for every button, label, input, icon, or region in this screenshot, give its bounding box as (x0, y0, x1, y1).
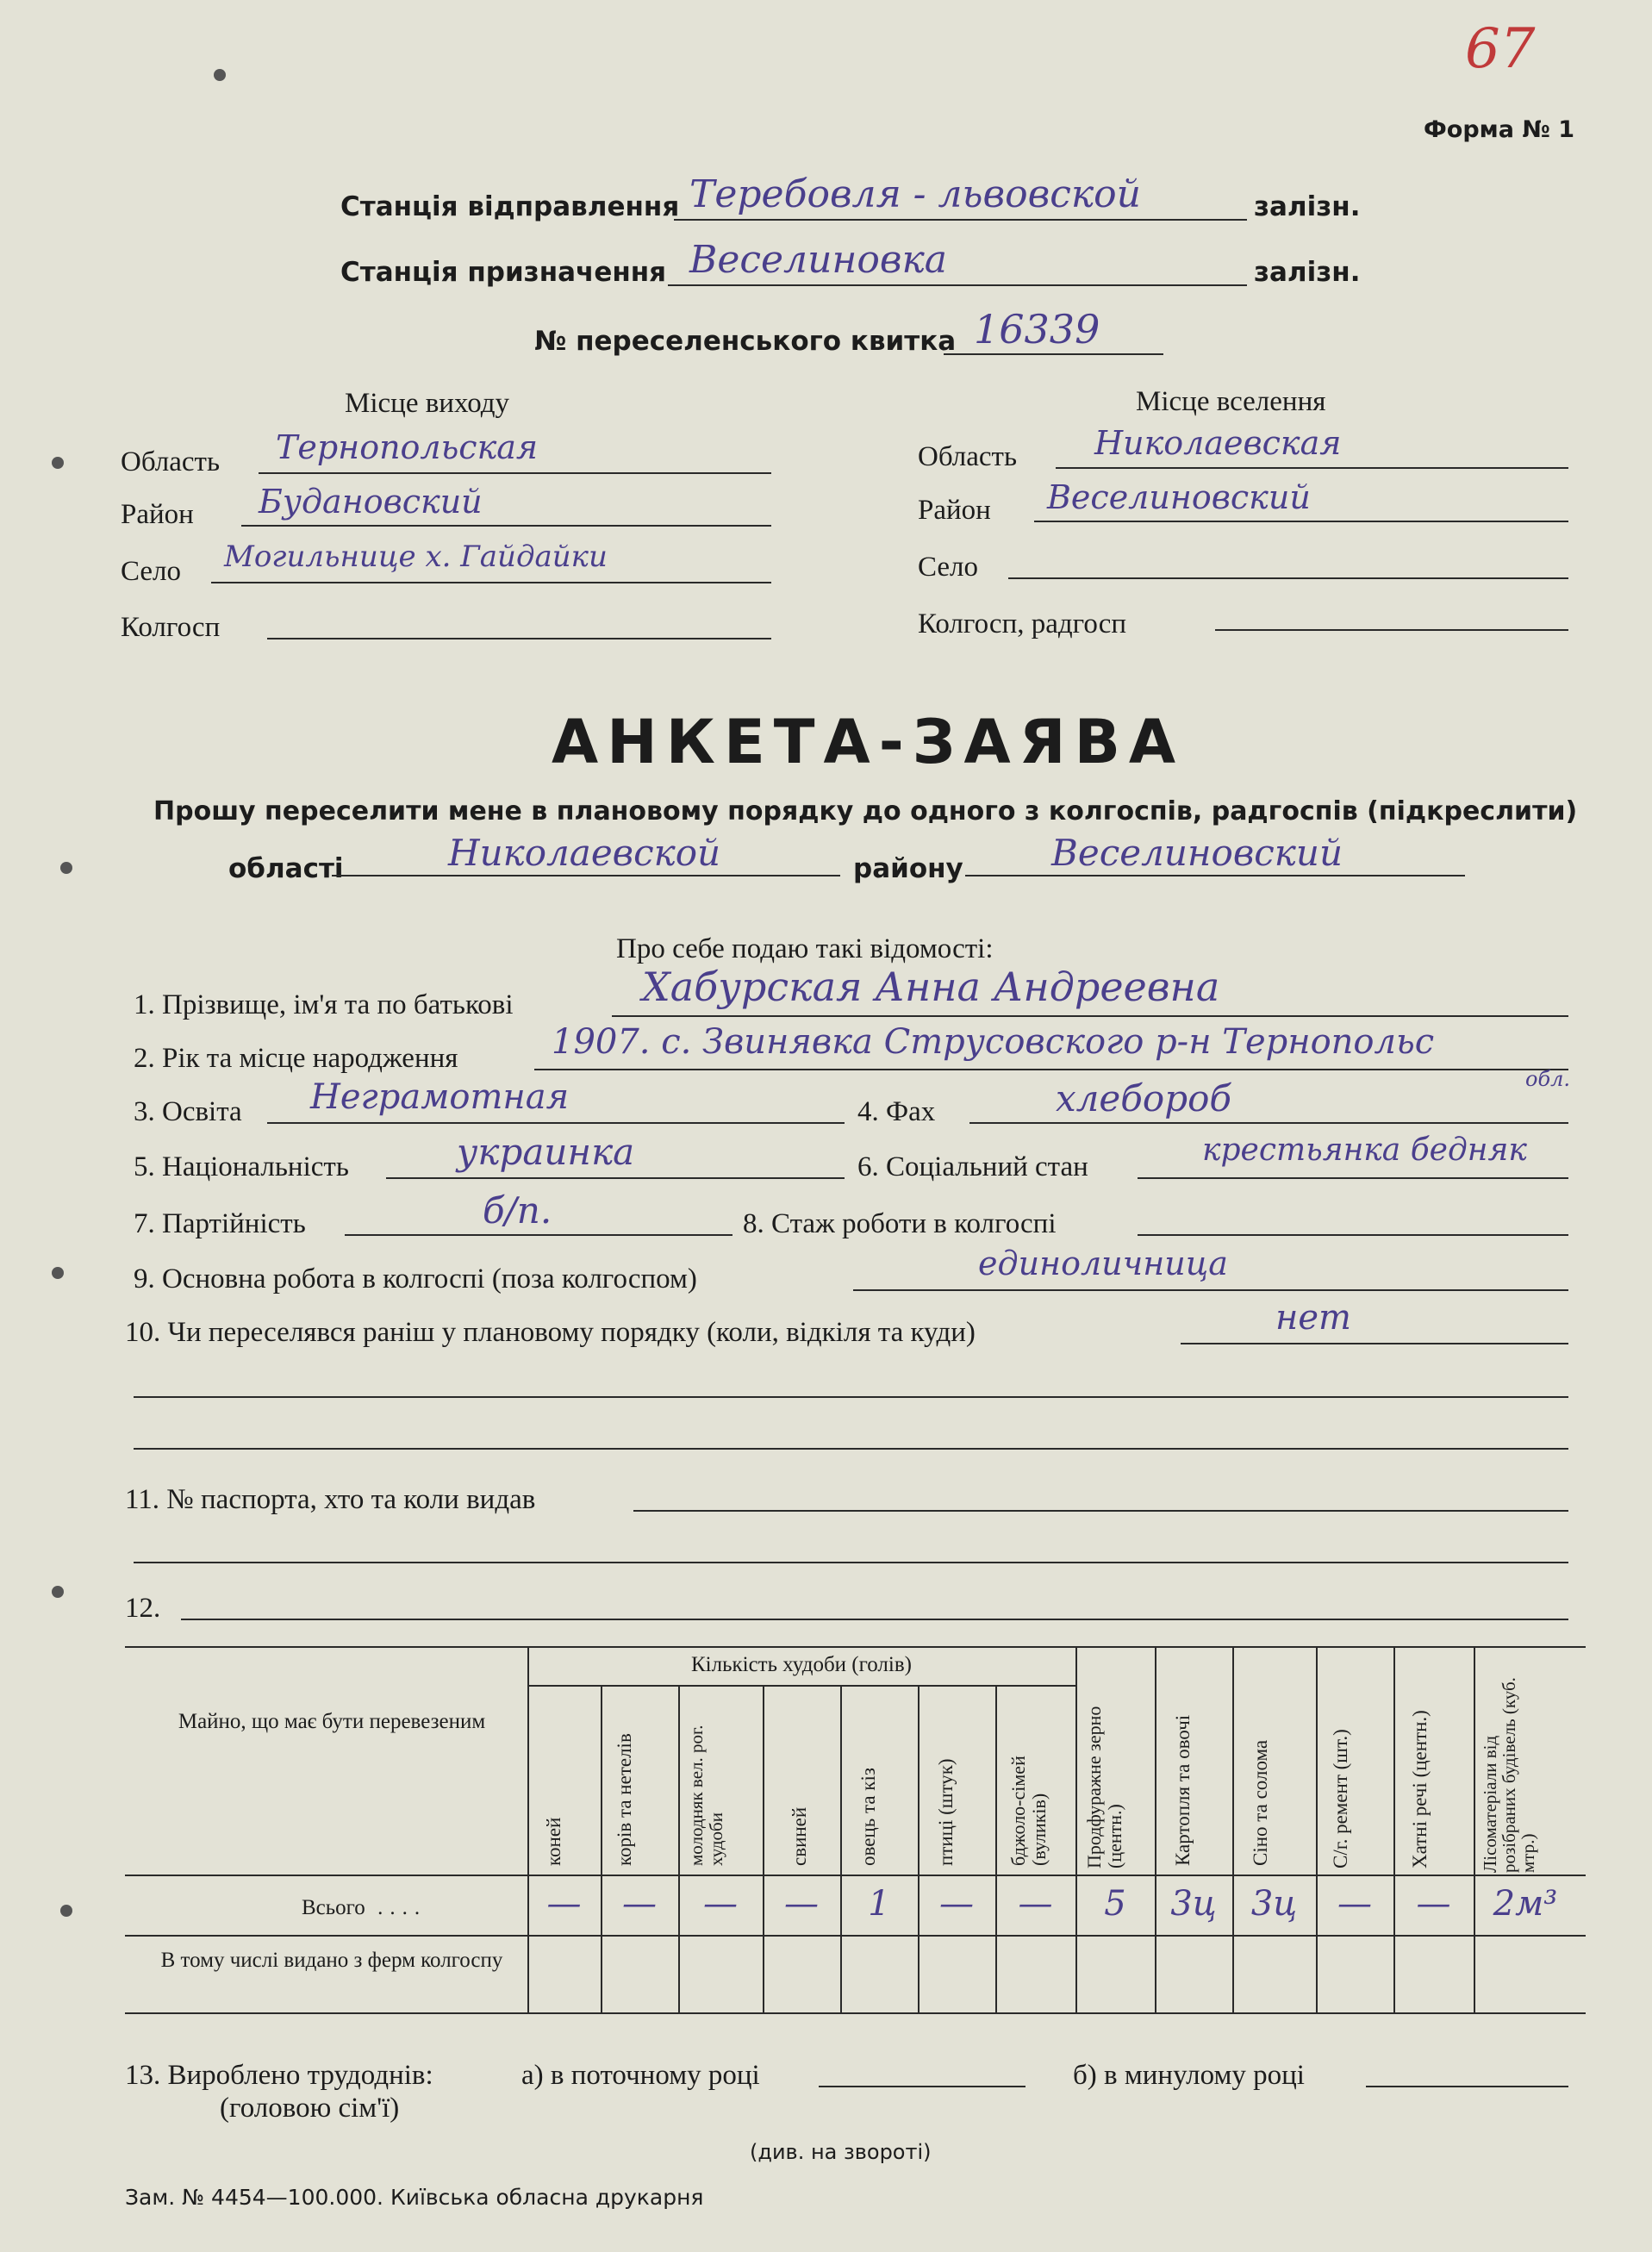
origin-rayon-label: Район (121, 499, 194, 530)
table-bottom-border (125, 2012, 1586, 2014)
origin-selo-value: Могильнице х. Гайдайки (224, 540, 608, 574)
field-9-line (853, 1289, 1568, 1291)
table-row-border (125, 1935, 1586, 1937)
workdays-current-label: а) в поточному році (521, 2060, 760, 2091)
total-farm-equipment: — (1337, 1884, 1372, 1924)
workdays-previous-label: б) в минулому році (1073, 2060, 1305, 2091)
dest-rayon-label: Район (918, 495, 991, 526)
table-top-border (125, 1646, 1586, 1648)
field-1-line (612, 1015, 1568, 1017)
field-7-value: б/п. (483, 1189, 552, 1232)
table-corner-label: Майно, що має бути перевезеним (178, 1710, 486, 1733)
origin-selo-line (211, 582, 771, 583)
field-8-label: 8. Стаж роботи в колгоспі (743, 1208, 1057, 1239)
origin-oblast-label: Область (121, 446, 221, 477)
form-number: Форма № 1 (1424, 116, 1575, 143)
turn-over-note: (див. на звороті) (750, 2140, 932, 2164)
col-header-pigs: свиней (789, 1806, 810, 1866)
origin-oblast-line (259, 472, 771, 474)
col-header-sheep-goats: овець та кіз (857, 1768, 879, 1866)
dest-kolhosp-line (1215, 629, 1568, 631)
table-group-header: Кількість худоби (голів) (691, 1653, 912, 1676)
binding-hole (214, 69, 226, 81)
field-2-extra: обл. (1525, 1067, 1571, 1091)
field-4-value: хлебороб (1056, 1077, 1232, 1120)
table-col-border (1316, 1646, 1318, 2012)
total-bees: — (1018, 1884, 1053, 1924)
table-group-header-border (527, 1685, 1075, 1687)
total-grain: 5 (1104, 1884, 1126, 1924)
col-header-bee-families: бджоло-сімей (вуликів) (1007, 1756, 1050, 1866)
field-2-line (534, 1069, 1568, 1070)
workdays-label: 13. Вироблено трудоднів: (125, 2060, 433, 2091)
binding-hole (60, 862, 72, 874)
col-header-timber: Лісоматеріали від розібраних будівель (куб. мтр.) (1480, 1677, 1538, 1873)
row-total-label-text: Всього (302, 1896, 365, 1919)
origin-heading: Місце виходу (345, 388, 510, 419)
destination-suffix: залізн. (1254, 257, 1361, 288)
table-col-border (678, 1685, 680, 2012)
ticket-line (944, 353, 1163, 355)
col-header-hay: Сіно та солома (1250, 1739, 1271, 1866)
request-rayon-label: району (853, 853, 963, 884)
field-8-line (1138, 1234, 1568, 1236)
field-9-value: единоличница (978, 1245, 1228, 1282)
departure-suffix: залізн. (1254, 191, 1361, 222)
request-oblast-value: Николаевской (448, 832, 721, 874)
request-rayon-value: Веселиновский (1051, 832, 1343, 874)
field-10-extra-line (134, 1396, 1568, 1398)
field-10-value: нет (1275, 1298, 1351, 1338)
field-1-label: 1. Прізвище, ім'я та по батькові (134, 989, 514, 1020)
field-3-label: 3. Освіта (134, 1096, 242, 1127)
field-4-line (969, 1122, 1568, 1124)
origin-kolhosp-line (267, 638, 771, 639)
departure-value: Теребовля - львовской (689, 172, 1141, 216)
field-5-value: украинка (457, 1131, 635, 1173)
field-7-label: 7. Партійність (134, 1208, 306, 1239)
field-10-extra-line (134, 1448, 1568, 1450)
binding-hole (52, 1267, 64, 1279)
table-col-border (1393, 1646, 1395, 2012)
col-header-grain: Продфуражне зерно (центн.) (1083, 1706, 1125, 1868)
binding-hole (52, 457, 64, 469)
field-1-value: Хабурская Анна Андреевна (642, 964, 1220, 1010)
destination-label: Станція призначення (340, 257, 667, 288)
table-col-border (1232, 1646, 1234, 2012)
field-5-label: 5. Національність (134, 1151, 349, 1182)
workdays-sub: (головою сім'ї) (220, 2093, 400, 2124)
origin-rayon-value: Будановский (259, 483, 483, 521)
request-oblast-label: області (228, 853, 344, 884)
table-col-border (840, 1685, 842, 2012)
col-header-poultry: птиці (штук) (935, 1758, 957, 1866)
total-timber: 2м³ (1493, 1884, 1558, 1924)
field-3-line (267, 1122, 845, 1124)
printer-imprint: Зам. № 4454—100.000. Київська обласна друкарня (125, 2185, 704, 2210)
total-cows: — (622, 1884, 657, 1924)
col-header-household: Хатні речі (центн.) (1409, 1710, 1431, 1868)
field-2-label: 2. Рік та місце народження (134, 1043, 458, 1074)
field-11-line (633, 1510, 1568, 1512)
request-oblast-line (332, 875, 840, 876)
col-header-cows: корів та нетелів (614, 1733, 635, 1866)
departure-label: Станція відправлення (340, 191, 680, 222)
workdays-current-line (819, 2086, 1025, 2087)
origin-rayon-line (241, 525, 771, 527)
request-rayon-line (965, 875, 1465, 876)
dest-oblast-value: Николаевская (1094, 424, 1342, 462)
field-10-label: 10. Чи переселявся раніш у плановому порядку (коли, відкіля та куди) (125, 1317, 976, 1348)
table-col-border (995, 1685, 997, 2012)
dest-kolhosp-label: Колгосп, радгосп (918, 608, 1127, 639)
binding-hole (60, 1905, 72, 1917)
origin-selo-label: Село (121, 556, 182, 587)
field-2-value: 1907. с. Звинявка Струсовского р-н Тернопольс (552, 1022, 1435, 1062)
col-header-horses: коней (543, 1817, 564, 1866)
field-6-label: 6. Соціальний стан (857, 1151, 1088, 1182)
page-number: 67 (1465, 17, 1536, 81)
col-header-farm-equipment: С/г. ремент (шт.) (1330, 1729, 1351, 1868)
row-total-label: Всього .... (302, 1896, 427, 1919)
field-12-line (181, 1619, 1568, 1620)
dest-rayon-value: Веселиновский (1047, 478, 1311, 516)
col-header-potatoes: Картопля та овочі (1172, 1714, 1194, 1866)
dest-oblast-line (1056, 467, 1568, 469)
field-12-label: 12. (125, 1593, 161, 1624)
field-6-line (1138, 1177, 1568, 1179)
origin-oblast-value: Тернопольская (276, 428, 539, 466)
table-header-bottom-border (125, 1875, 1586, 1876)
table-col-border (763, 1685, 764, 2012)
field-11-label: 11. № паспорта, хто та коли видав (125, 1484, 536, 1515)
destination-line (668, 284, 1247, 286)
departure-line (674, 219, 1247, 221)
table-col-border (1155, 1646, 1156, 2012)
table-col-border (601, 1685, 602, 2012)
field-7-line (345, 1234, 732, 1236)
binding-hole (52, 1586, 64, 1598)
total-household: — (1416, 1884, 1451, 1924)
request-text: Прошу переселити мене в плановому порядку до одного з колгоспів, радгоспів (підкреслити) (153, 796, 1578, 827)
dest-selo-line (1008, 577, 1568, 579)
total-sheep-goats: 1 (868, 1884, 890, 1924)
total-poultry: — (939, 1884, 974, 1924)
field-6-value: крестьянка бедняк (1202, 1132, 1527, 1168)
origin-kolhosp-label: Колгосп (121, 612, 221, 643)
field-4-label: 4. Фах (857, 1096, 936, 1127)
field-9-label: 9. Основна робота в колгоспі (поза колгоспом) (134, 1263, 697, 1294)
total-potatoes: 3ц (1170, 1884, 1217, 1924)
dest-rayon-line (1034, 521, 1568, 522)
destination-value: Веселиновка (689, 238, 947, 282)
form-title: АНКЕТА-ЗАЯВА (552, 707, 1185, 777)
col-header-young-cattle: молодняк вел. рог. худоби (686, 1725, 726, 1866)
intro-text: Про себе подаю такі відомості: (616, 933, 994, 964)
total-hay: 3ц (1250, 1884, 1298, 1924)
table-col-border (1474, 1646, 1475, 2012)
dest-selo-label: Село (918, 552, 979, 583)
field-11-extra-line (134, 1562, 1568, 1563)
total-pigs: — (784, 1884, 819, 1924)
total-young-cattle: — (703, 1884, 738, 1924)
ticket-value: 16339 (974, 306, 1100, 352)
table-col-border (1075, 1646, 1077, 2012)
field-3-value: Неграмотная (310, 1077, 570, 1117)
workdays-previous-line (1366, 2086, 1568, 2087)
destination-heading: Місце вселення (1136, 386, 1326, 417)
field-10-line (1181, 1343, 1568, 1344)
row-farm-label: В тому числі видано з ферм колгоспу (160, 1949, 503, 1972)
table-col-border (527, 1646, 529, 2012)
field-5-line (386, 1177, 845, 1179)
ticket-label: № переселенського квитка (534, 326, 957, 357)
dest-oblast-label: Область (918, 441, 1018, 472)
total-horses: — (546, 1884, 582, 1924)
table-col-border (918, 1685, 920, 2012)
